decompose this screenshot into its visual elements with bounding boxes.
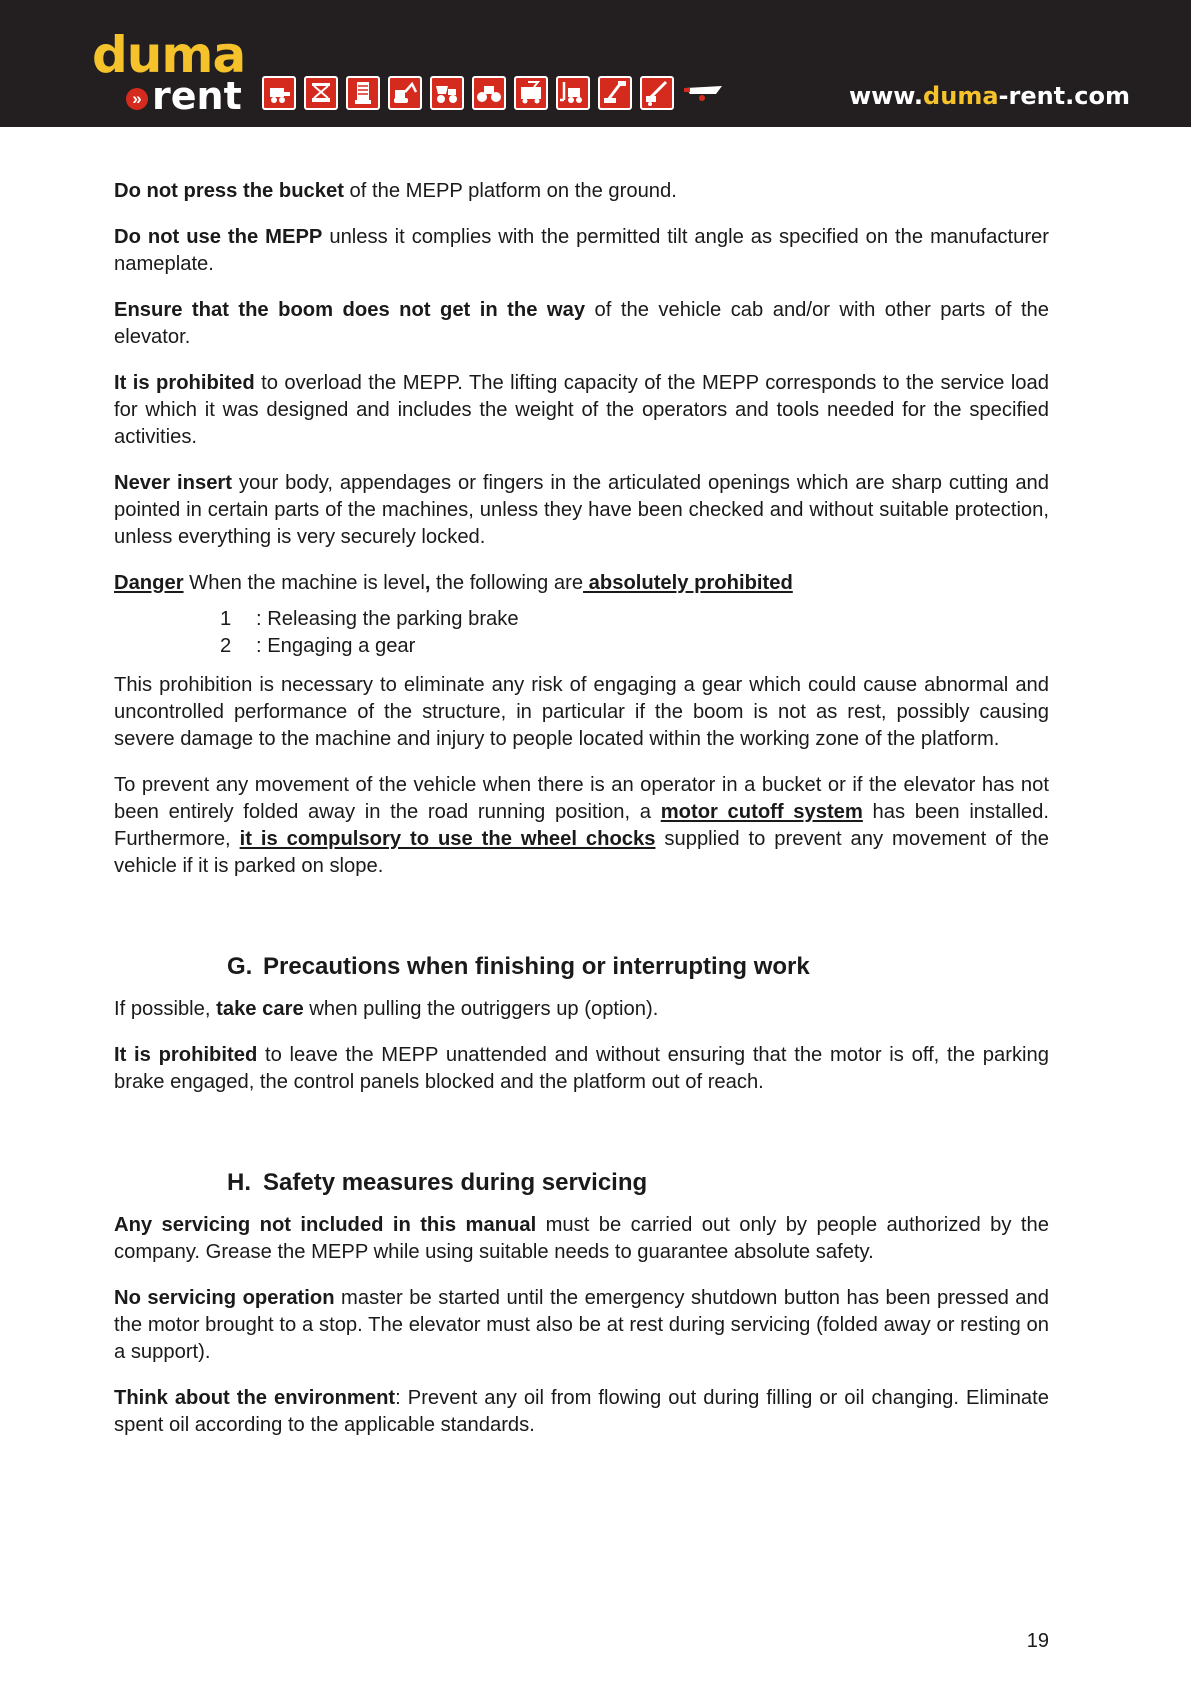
logo-rent: rent bbox=[152, 74, 242, 118]
section-heading-h: H. Safety measures during servicing bbox=[227, 1169, 648, 1196]
scissor-lift-icon bbox=[304, 76, 338, 110]
paragraph-danger: Danger When the machine is level, the following are absolutely prohibited bbox=[114, 572, 793, 594]
paragraph-emergency-shutdown: No servicing operation master be started until the emergency shutdown button has been pressed and the motor brought to a stop. The elevator must also be at rest during servicing (folded away or resting on a support). bbox=[114, 1287, 1049, 1363]
paragraph-prohibition-reason: This prohibition is necessary to eliminate any risk of engaging a gear which could cause abnormal and uncontrolled performance of the structure, in particular if the boom is not as rest, possibly causing severe damage to the machine and injury to people located within the working zone of the platform. bbox=[114, 674, 1049, 750]
prohibited-actions-list bbox=[220, 606, 1049, 660]
forklift-icon bbox=[556, 76, 590, 110]
mini-excavator-icon bbox=[388, 76, 422, 110]
generator-icon bbox=[514, 76, 548, 110]
trailer-icon bbox=[682, 76, 726, 110]
paragraph-motor-cutoff: To prevent any movement of the vehicle when there is an operator in a bucket or if the elevator has not been entirely folded away in the road running position, a motor cutoff system has been installed. Furthermore, it is compulsory to use the wheel chocks supplied to prevent any movement of the vehicle if it is parked on slope. bbox=[114, 774, 1050, 877]
wheel-chocks-emphasis: it is compulsory to use the wheel chocks bbox=[239, 828, 656, 850]
page-content bbox=[114, 178, 1049, 1458]
motor-cutoff-emphasis: motor cutoff system bbox=[660, 801, 863, 823]
dumper-icon bbox=[430, 76, 464, 110]
boom-lift-icon bbox=[598, 76, 632, 110]
list-item: 2 : Engaging a gear bbox=[220, 635, 416, 657]
paragraph-tilt-angle: Do not use the MEPP unless it complies with the permitted tilt angle as specified on the manufacturer nameplate. bbox=[114, 226, 1050, 275]
paragraph-overload: It is prohibited to overload the MEPP. The lifting capacity of the MEPP corresponds to the service load for which it was designed and includes the weight of the operators and tools needed for the specified activities. bbox=[114, 372, 1049, 448]
telehandler-icon bbox=[640, 76, 674, 110]
paragraph-authorized-servicing: Any servicing not included in this manual must be carried out only by people authorized by the company. Grease the MEPP while using suitable needs to guarantee absolute safety. bbox=[114, 1214, 1049, 1263]
logo-arrow-icon: » bbox=[126, 88, 148, 110]
paragraph-never-insert: Never insert your body, appendages or fingers in the articulated openings which are sharp cutting and pointed in certain parts of the machines, unless they have been checked and without suitable protection, unless everything is very securely locked. bbox=[114, 472, 1049, 548]
paragraph-environment: Think about the environment: Prevent any oil from flowing out during filling or oil changing. Eliminate spent oil according to the applicable standards. bbox=[114, 1387, 1049, 1436]
logo-duma: duma bbox=[92, 26, 246, 84]
paragraph-boom-clearance: Ensure that the boom does not get in the way of the vehicle cab and/or with other parts of the elevator. bbox=[114, 299, 1050, 348]
website-url[interactable]: www.duma-rent.com bbox=[848, 82, 1130, 110]
paragraph-bucket: Do not press the bucket of the MEPP platform on the ground. bbox=[114, 180, 677, 202]
header-bar bbox=[0, 0, 1191, 127]
section-heading-g: G. Precautions when finishing or interrupting work bbox=[227, 953, 810, 980]
page-number: 19 bbox=[1026, 1630, 1049, 1652]
paragraph-unattended: It is prohibited to leave the MEPP unattended and without ensuring that the motor is off, the parking brake engaged, the control panels blocked and the platform out of reach. bbox=[114, 1044, 1049, 1093]
paragraph-outriggers: If possible, take care when pulling the outriggers up (option). bbox=[114, 998, 659, 1020]
danger-label: Danger bbox=[114, 572, 184, 594]
compactor-icon bbox=[346, 76, 380, 110]
list-item: 1 : Releasing the parking brake bbox=[220, 608, 519, 630]
roller-icon bbox=[472, 76, 506, 110]
absolutely-prohibited-label: absolutely prohibited bbox=[583, 572, 793, 594]
skid-steer-icon bbox=[262, 76, 296, 110]
